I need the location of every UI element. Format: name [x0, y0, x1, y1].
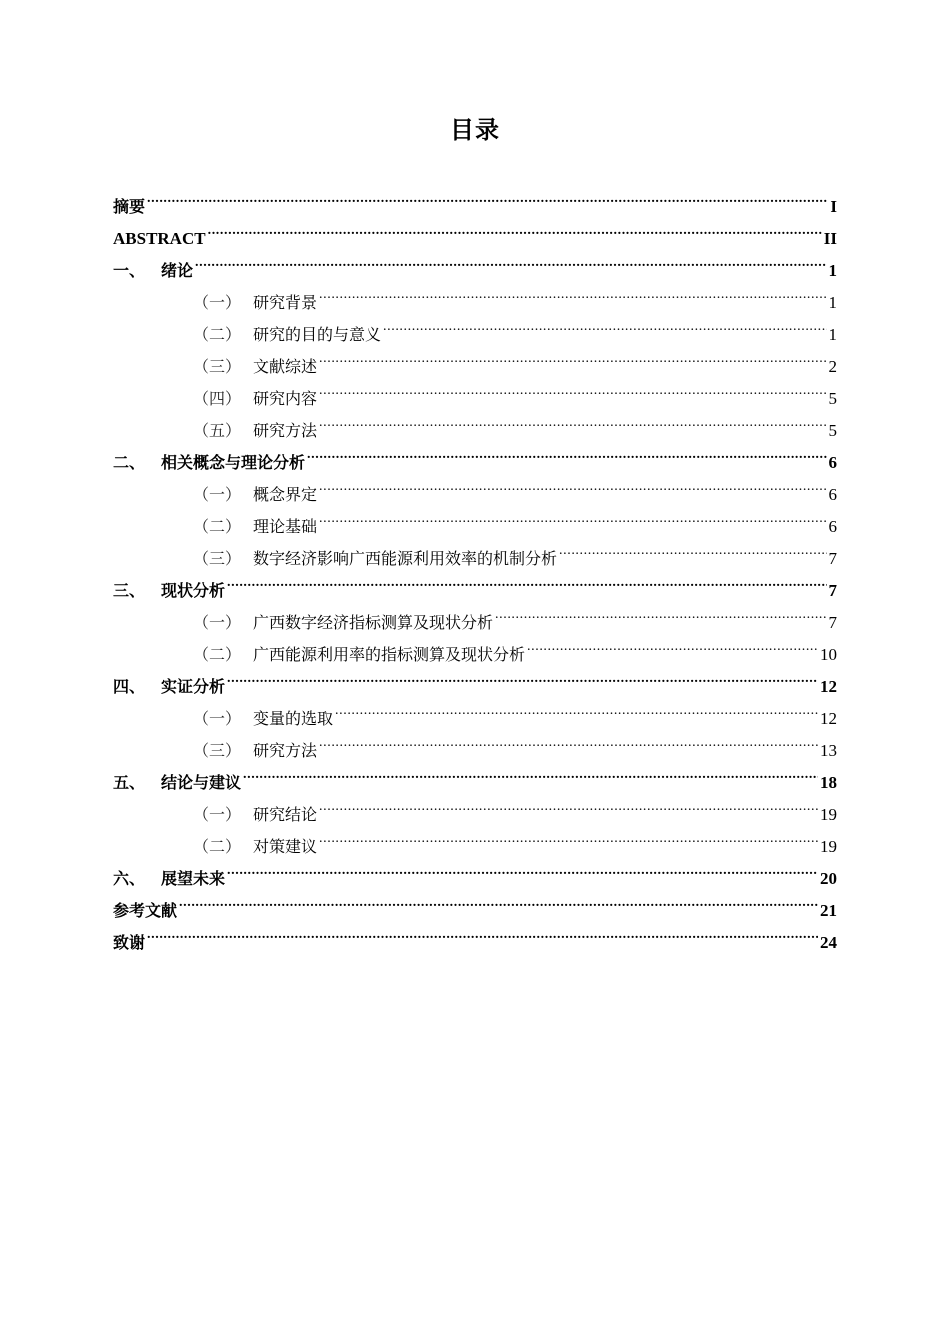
toc-entry-number: （三）	[193, 741, 242, 760]
toc-entry-page-number: 5	[828, 421, 837, 440]
dot-leader	[243, 756, 818, 788]
toc-entry-number: （四）	[193, 389, 242, 408]
toc-entry-chapter[interactable]	[113, 212, 837, 248]
toc-entry-page-number: 1	[828, 325, 837, 344]
toc-entry-number: （一）	[193, 709, 242, 728]
dot-leader	[335, 692, 818, 724]
toc-entry-section[interactable]	[113, 276, 837, 312]
toc-entry-label: 参考文献	[113, 901, 178, 920]
toc-entry-number: （一）	[193, 485, 242, 504]
toc-entry-page-number: 19	[820, 805, 837, 824]
dot-leader	[319, 276, 826, 308]
toc-entry-page-number: 1	[828, 293, 837, 312]
toc-entry-number: 一、	[113, 261, 146, 280]
toc-entry-chapter[interactable]	[113, 244, 837, 280]
toc-title: 目录	[450, 116, 500, 144]
dot-leader	[319, 788, 818, 820]
dot-leader	[495, 596, 826, 628]
toc-entry-number: 三、	[113, 581, 146, 600]
toc-entry-number: （二）	[193, 325, 242, 344]
toc-entry-number: （一）	[193, 805, 242, 824]
toc-entry-number: （三）	[193, 549, 242, 568]
toc-entry-page-number: 19	[820, 837, 837, 856]
toc-entry-number: 五、	[113, 773, 146, 792]
toc-entry-label: 现状分析	[161, 581, 226, 600]
dot-leader	[319, 820, 818, 852]
toc-entry-label: 研究的目的与意义	[253, 325, 382, 344]
toc-entry-label: 研究方法	[253, 741, 318, 760]
toc-entry-page-number: I	[830, 197, 837, 216]
toc-entry-label: 数字经济影响广西能源利用效率的机制分析	[253, 549, 558, 568]
toc-entry-label: 摘要	[113, 197, 146, 216]
toc-entry-label: 变量的选取	[253, 709, 334, 728]
dot-leader	[319, 340, 826, 372]
dot-leader	[195, 244, 826, 276]
toc-entry-page-number: 13	[820, 741, 837, 760]
dot-leader	[319, 724, 818, 756]
toc-entry-number: （二）	[193, 837, 242, 856]
toc-entry-label: 广西能源利用率的指标测算及现状分析	[253, 645, 526, 664]
dot-leader	[527, 628, 818, 660]
toc-entry-number: 二、	[113, 453, 146, 472]
toc-entry-page-number: 21	[820, 901, 837, 920]
dot-leader	[319, 372, 826, 404]
toc-entry-label: 研究背景	[253, 293, 318, 312]
toc-entry-page-number: 18	[820, 773, 837, 792]
toc-entry-page-number: 1	[828, 261, 837, 280]
dot-leader	[319, 404, 826, 436]
toc-entry-label: 相关概念与理论分析	[161, 453, 306, 472]
toc-entry-chapter[interactable]	[113, 180, 837, 216]
toc-entry-label: 研究结论	[253, 805, 318, 824]
toc-entry-label: ABSTRACT	[113, 229, 206, 248]
toc-entry-page-number: 2	[828, 357, 837, 376]
dot-leader	[179, 884, 818, 916]
toc-entry-number: （二）	[193, 517, 242, 536]
toc-entry-page-number: 7	[828, 581, 837, 600]
toc-entry-number: （五）	[193, 421, 242, 440]
toc-entry-label: 文献综述	[253, 357, 318, 376]
toc-entry-label: 对策建议	[253, 837, 318, 856]
toc-list	[113, 180, 837, 952]
toc-entry-number: （一）	[193, 293, 242, 312]
toc-entry-page-number: 7	[828, 549, 837, 568]
toc-entry-page-number: 12	[820, 677, 837, 696]
dot-leader	[227, 852, 818, 884]
dot-leader	[307, 436, 826, 468]
toc-entry-label: 致谢	[113, 933, 146, 952]
toc-entry-page-number: 5	[828, 389, 837, 408]
toc-entry-label: 研究方法	[253, 421, 318, 440]
toc-entry-chapter[interactable]	[113, 884, 837, 920]
toc-entry-page-number: 6	[828, 485, 837, 504]
toc-entry-page-number: 24	[820, 933, 837, 952]
dot-leader	[319, 500, 826, 532]
toc-entry-page-number: 20	[820, 869, 837, 888]
toc-entry-label: 实证分析	[161, 677, 226, 696]
dot-leader	[383, 308, 826, 340]
toc-entry-label: 结论与建议	[161, 773, 242, 792]
toc-entry-number: （三）	[193, 357, 242, 376]
dot-leader	[147, 180, 828, 212]
toc-entry-label: 概念界定	[253, 485, 318, 504]
toc-entry-page-number: II	[823, 229, 837, 248]
toc-entry-page-number: 6	[828, 517, 837, 536]
toc-entry-page-number: 10	[820, 645, 837, 664]
dot-leader	[147, 916, 818, 948]
dot-leader	[319, 468, 826, 500]
toc-entry-number: （一）	[193, 613, 242, 632]
toc-entry-number: （二）	[193, 645, 242, 664]
dot-leader	[227, 660, 818, 692]
toc-entry-page-number: 7	[828, 613, 837, 632]
toc-entry-page-number: 6	[828, 453, 837, 472]
toc-entry-label: 展望未来	[161, 869, 226, 888]
toc-entry-page-number: 12	[820, 709, 837, 728]
toc-entry-number: 六、	[113, 869, 146, 888]
dot-leader	[227, 564, 826, 596]
toc-entry-label: 绪论	[161, 261, 194, 280]
dot-leader	[559, 532, 826, 564]
toc-entry-label: 广西数字经济指标测算及现状分析	[253, 613, 494, 632]
dot-leader	[208, 212, 822, 244]
toc-entry-label: 研究内容	[253, 389, 318, 408]
toc-entry-chapter[interactable]	[113, 916, 837, 952]
toc-entry-label: 理论基础	[253, 517, 318, 536]
toc-entry-number: 四、	[113, 677, 146, 696]
